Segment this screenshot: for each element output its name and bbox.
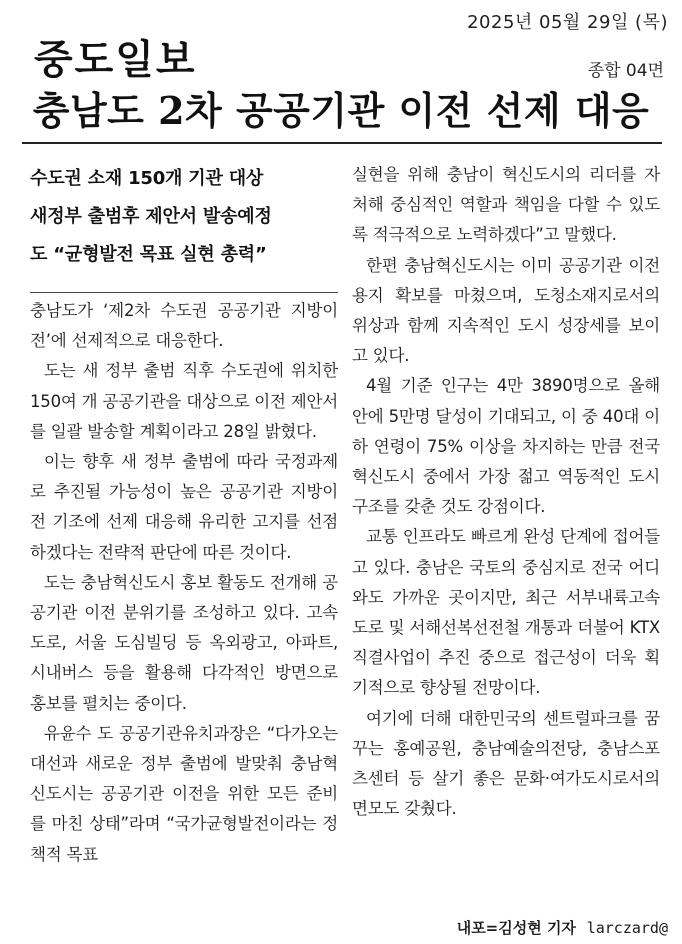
body-paragraph: 교통 인프라도 빠르게 완성 단계에 접어들고 있다. 충남은 국토의 중심지로 전국 어디와도 가까운 곳이지만, 최근 서부내륙고속도로 및 서해선복선전철 개통과 더불어 KTX 직결사업이 추진 중으로 접근성이 더욱 획기적으로 향상될 전망이다. [352,527,660,698]
masthead: 중도일보 [34,36,197,83]
headline-rule [22,142,662,144]
body-paragraph: 충남도가 ‘제2차 수도권 공공기관 지방이전’에 선제적으로 대응한다. [30,301,338,351]
body-paragraph: 실현을 위해 충남이 혁신도시의 리더를 자처해 중심적인 역할과 책임을 다할 수 있도록 적극적으로 노력하겠다”고 말했다. [352,165,660,245]
body-paragraph: 도는 새 정부 출범 직후 수도권에 위치한 150여 개 공공기관을 대상으로 이전 제안서를 일괄 발송할 계획이라고 28일 밝혔다. [30,361,338,441]
body-paragraph: 도는 충남혁신도시 홍보 활동도 전개해 공공기관 이전 분위기를 조성하고 있다. 고속도로, 서울 도심빌딩 등 옥외광고, 아파트, 시내버스 등을 활용해 다각적인 방면으로 홍보를 펼치는 중이다. [30,572,338,713]
section-page-label: 종합 04면 [587,61,664,81]
headline: 충남도 2차 공공기관 이전 선제 대응 [32,88,650,133]
body-paragraph: 한편 충남혁신도시는 이미 공공기관 이전 용지 확보를 마쳤으며, 도청소재지로서의 위상과 함께 지속적인 도시 성장세를 보이고 있다. [352,255,660,366]
byline [457,917,668,938]
date-line: 2025년 05월 29일 (목) [467,12,668,33]
body-paragraph: 유윤수 도 공공기관유치과장은 “다가오는 대선과 새로운 정부 출범에 발맞춰 충남혁신도시는 공공기관 이전을 위한 모든 준비를 마친 상태”라며 “국가균형발전이라는 정책적 목표 [30,723,338,864]
right-column [352,160,660,824]
body-paragraph: 4월 기준 인구는 4만 3890명으로 올해 안에 5만명 달성이 기대되고, 이 중 40대 이하 연령이 75% 이상을 차지하는 만큼 전국 혁신도시 중에서 가장 젊고 역동적인 도시 구조를 갖춘 것도 강점이다. [352,376,660,517]
subheadline-line: 도 “균형발전 목표 실현 총력” [30,244,267,265]
subheadline-divider [30,292,338,293]
body-paragraph: 여기에 더해 대한민국의 센트럴파크를 꿈꾸는 홍예공원, 충남예술의전당, 충남스포츠센터 등 살기 좋은 문화·여가도시로서의 면모도 갖췄다. [352,708,660,819]
body-paragraph: 이는 향후 새 정부 출범에 따라 국정과제로 추진될 가능성이 높은 공공기관 지방이전 기조에 선제 대응해 유리한 고지를 선점하겠다는 전략적 판단에 따른 것이다. [30,452,338,562]
subheadline-block [30,160,338,274]
byline-reporter: 내포=김성현 기자 [456,919,576,937]
byline-email: larczard@ [586,919,668,937]
left-column [30,160,338,870]
subheadline-line: 새정부 출범후 제안서 발송예정 [30,206,272,227]
subheadline-line: 수도권 소재 150개 기관 대상 [30,168,264,189]
